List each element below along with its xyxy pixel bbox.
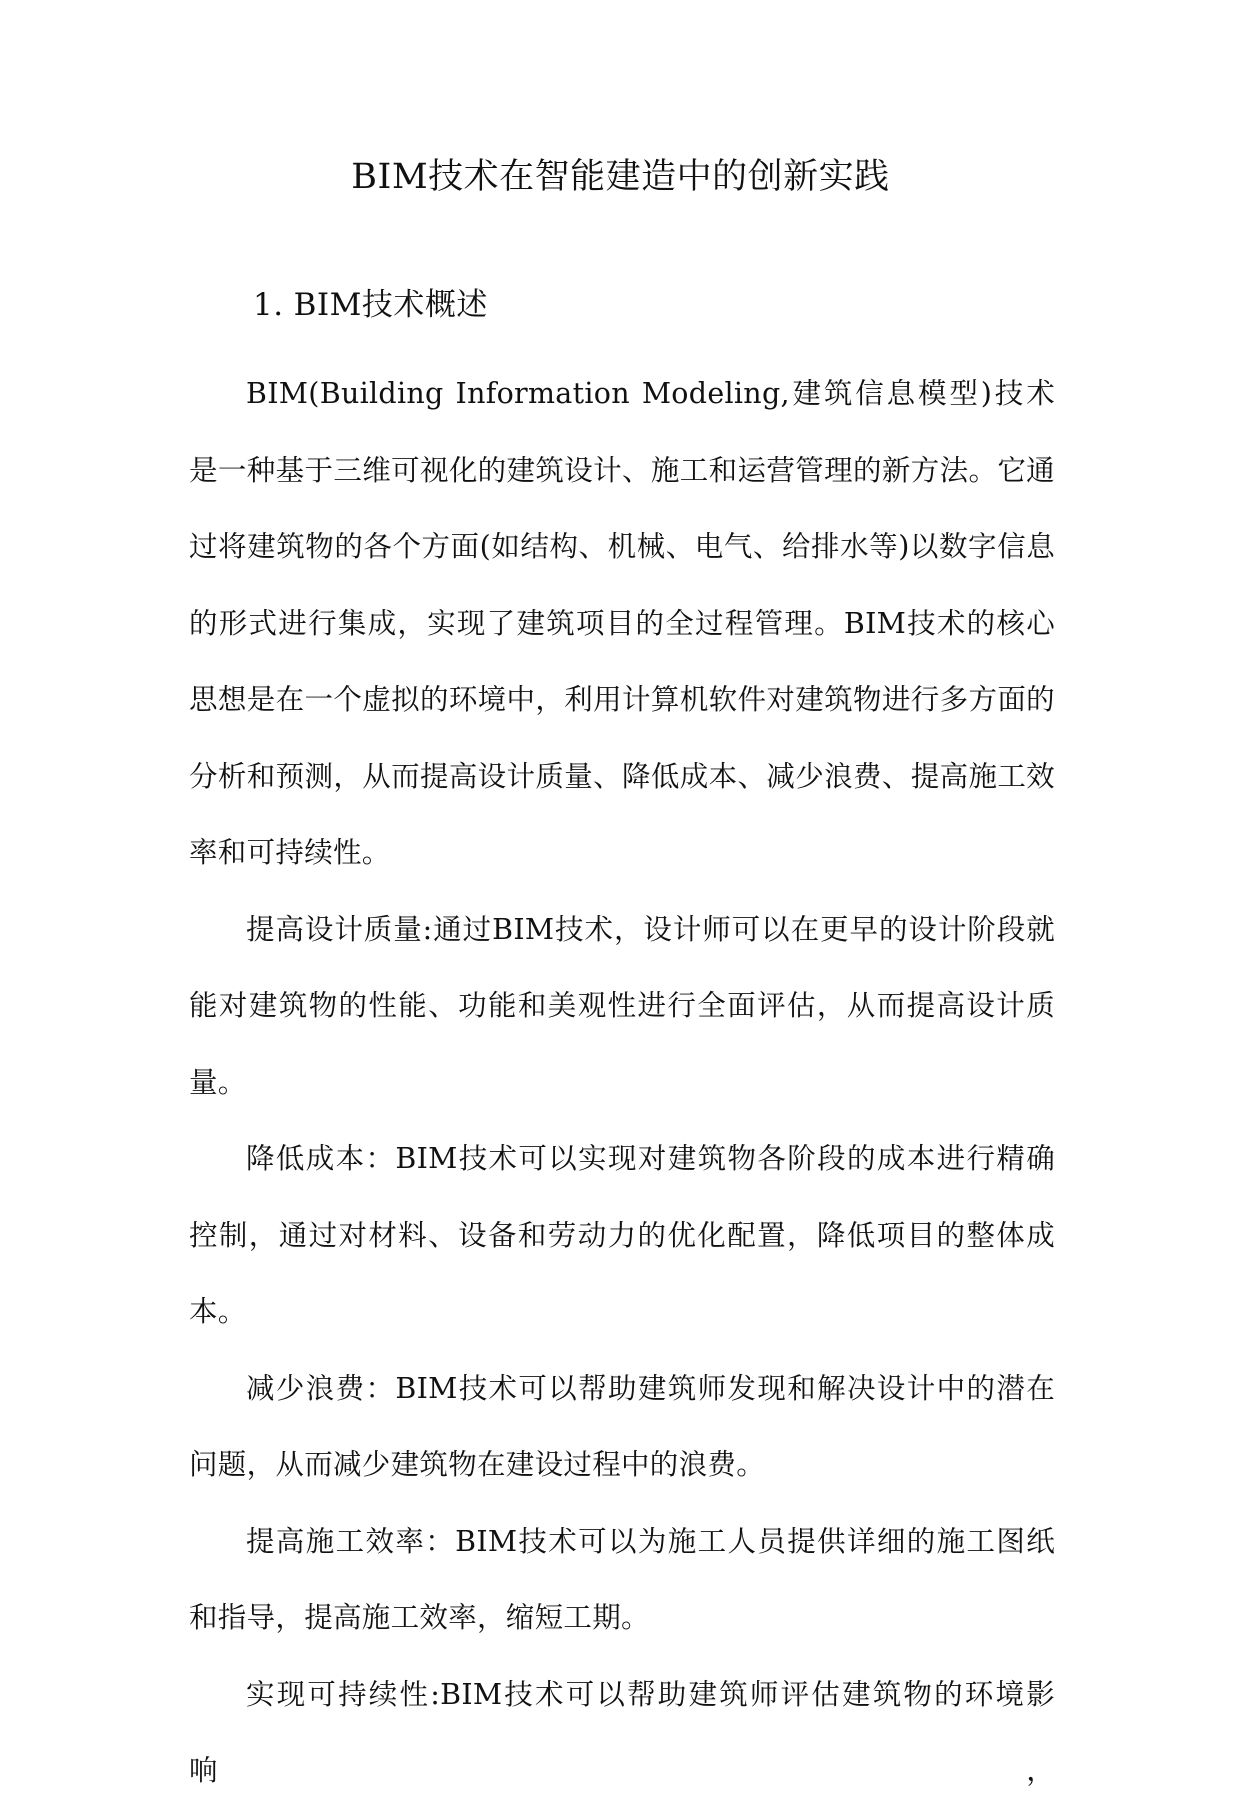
paragraph-construction-efficiency: 提高施工效率：BIM技术可以为施工人员提供详细的施工图纸和指导，提高施工效率，缩短工期。 [189, 1524, 1055, 1634]
paragraph-reduce-cost: 降低成本：BIM技术可以实现对建筑物各阶段的成本进行精确控制，通过对材料、设备和劳动力的优化配置，降低项目的整体成本。 [189, 1142, 1055, 1328]
paragraph-reduce-waste: 减少浪费：BIM技术可以帮助建筑师发现和解决设计中的潜在问题，从而减少建筑物在建设过程中的浪费。 [189, 1371, 1055, 1481]
section-heading-text: BIM技术概述 [293, 287, 488, 323]
section-heading [253, 282, 488, 328]
body-text [189, 356, 1055, 1810]
paragraph-design-quality: 提高设计质量:通过BIM技术，设计师可以在更早的设计阶段就能对建筑物的性能、功能和美观性进行全面评估，从而提高设计质量。 [189, 912, 1055, 1099]
document-title: BIM技术在智能建造中的创新实践 [351, 157, 890, 197]
paragraph-sustainability: 实现可持续性:BIM技术可以帮助建筑师评估建筑物的环境影响， [189, 1677, 1055, 1787]
section-number: 1. [253, 287, 284, 323]
paragraph-overview: BIM(Building Information Modeling,建筑信息模型)技术是一种基于三维可视化的建筑设计、施工和运营管理的新方法。它通过将建筑物的各个方面(如结构、机械、电气、给排水等)以数字信息的形式进行集成，实现了建筑项目的全过程管理。BIM技术的核心思想是在一个虚拟的环境中，利用计算机软件对建筑物进行多方面的分析和预测，从而提高设计质量、降低成本、减少浪费、提高施工效率和可持续性。 [189, 377, 1055, 869]
